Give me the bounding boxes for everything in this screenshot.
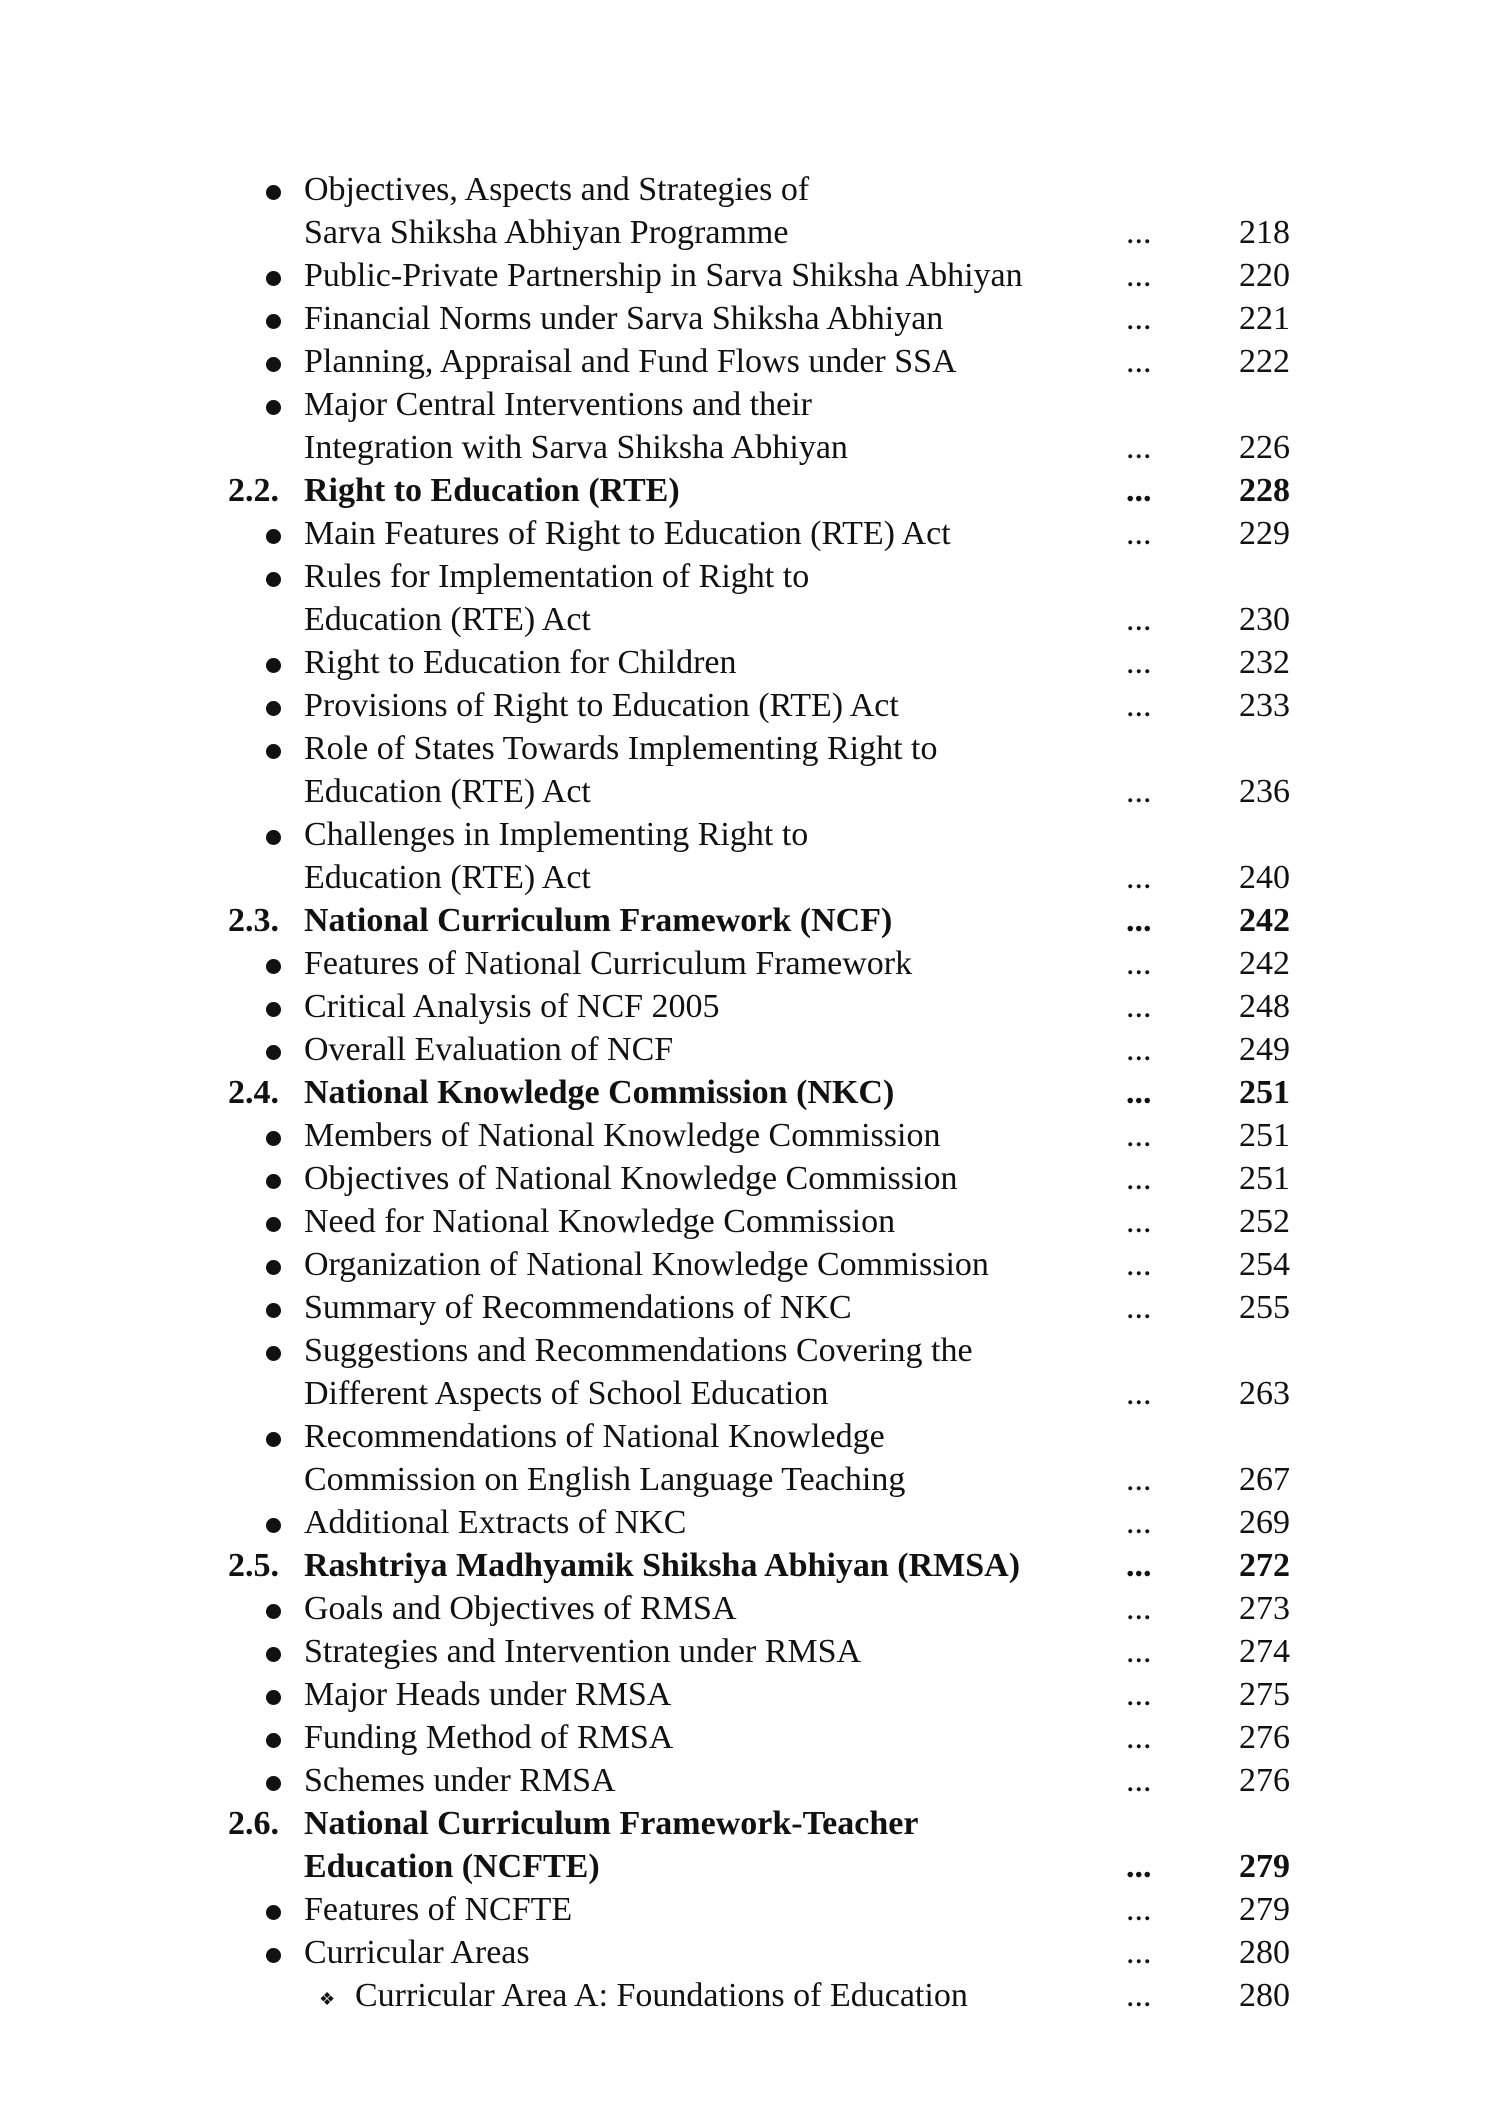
toc-entry-row — [0, 426, 1500, 469]
entry-title: Education (RTE) Act — [304, 773, 591, 810]
bullet-icon — [266, 1303, 281, 1318]
entry-title: Objectives, Aspects and Strategies of — [304, 171, 810, 208]
toc-entry-row — [0, 383, 1500, 426]
toc-entry-row — [0, 1458, 1500, 1501]
bullet-icon — [266, 400, 281, 415]
toc-section-row — [0, 899, 1500, 942]
entry-title: Organization of National Knowledge Commission — [304, 1246, 989, 1283]
section-title: Education (NCFTE) — [304, 1848, 600, 1885]
toc-section-row — [0, 1544, 1500, 1587]
toc-entry-row — [0, 1931, 1500, 1974]
toc-entry-row — [0, 1759, 1500, 1802]
toc-entry-row — [0, 1329, 1500, 1372]
leader-dots: ... — [1126, 1375, 1152, 1412]
leader-dots: ... — [1126, 945, 1152, 982]
leader-dots: ... — [1126, 515, 1152, 552]
leader-dots: ... — [1126, 1977, 1152, 2014]
page-number: 254 — [1239, 1246, 1290, 1283]
entry-title: Critical Analysis of NCF 2005 — [304, 988, 720, 1025]
bullet-icon — [266, 1690, 281, 1705]
page-number: 269 — [1239, 1504, 1290, 1541]
leader-dots: ... — [1126, 1719, 1152, 1756]
bullet-icon — [266, 1260, 281, 1275]
section-title: National Curriculum Framework-Teacher — [304, 1805, 919, 1842]
page-number: 248 — [1239, 988, 1290, 1025]
leader-dots: ... — [1126, 902, 1152, 939]
page-number: 242 — [1239, 945, 1290, 982]
page-number: 221 — [1239, 300, 1290, 337]
leader-dots: ... — [1126, 687, 1152, 724]
bullet-icon — [266, 701, 281, 716]
leader-dots: ... — [1126, 472, 1152, 509]
toc-entry-row — [0, 254, 1500, 297]
entry-title: Commission on English Language Teaching — [304, 1461, 906, 1498]
page-number: 218 — [1239, 214, 1290, 251]
toc-entry-row — [0, 297, 1500, 340]
page-number: 242 — [1239, 902, 1290, 939]
toc-entry-row — [0, 985, 1500, 1028]
toc-section-row — [0, 1845, 1500, 1888]
toc-entry-row — [0, 512, 1500, 555]
leader-dots: ... — [1126, 601, 1152, 638]
toc-entry-row — [0, 598, 1500, 641]
bullet-icon — [266, 1174, 281, 1189]
toc-entry-row — [0, 1716, 1500, 1759]
leader-dots: ... — [1126, 343, 1152, 380]
entry-title: Curricular Areas — [304, 1934, 530, 1971]
diamond-bullet-icon: ❖ — [319, 1989, 336, 2009]
page-number: 229 — [1239, 515, 1290, 552]
page-number: 232 — [1239, 644, 1290, 681]
entry-title: Recommendations of National Knowledge — [304, 1418, 885, 1455]
toc-entry-row — [0, 727, 1500, 770]
leader-dots: ... — [1126, 859, 1152, 896]
leader-dots: ... — [1126, 644, 1152, 681]
toc-entry-row — [0, 684, 1500, 727]
entry-title: Curricular Area A: Foundations of Education — [355, 1977, 968, 2014]
bullet-icon — [266, 1002, 281, 1017]
section-number: 2.3. — [228, 902, 279, 939]
toc-entry-row — [0, 1114, 1500, 1157]
toc-entry-row — [0, 856, 1500, 899]
toc-entry-row — [0, 641, 1500, 684]
leader-dots: ... — [1126, 1547, 1152, 1584]
entry-title: Summary of Recommendations of NKC — [304, 1289, 852, 1326]
toc-entry-row — [0, 211, 1500, 254]
leader-dots: ... — [1126, 429, 1152, 466]
page-number: 252 — [1239, 1203, 1290, 1240]
toc-entry-row — [0, 168, 1500, 211]
leader-dots: ... — [1126, 988, 1152, 1025]
page-number: 280 — [1239, 1934, 1290, 1971]
page-number: 249 — [1239, 1031, 1290, 1068]
entry-title: Major Central Interventions and their — [304, 386, 812, 423]
page-number: 236 — [1239, 773, 1290, 810]
entry-title: Education (RTE) Act — [304, 859, 591, 896]
leader-dots: ... — [1126, 1461, 1152, 1498]
entry-title: Provisions of Right to Education (RTE) Act — [304, 687, 899, 724]
entry-title: Features of NCFTE — [304, 1891, 573, 1928]
toc-entry-row — [0, 1372, 1500, 1415]
toc-entry-row — [0, 1587, 1500, 1630]
page-number: 240 — [1239, 859, 1290, 896]
toc-entry-row — [0, 1415, 1500, 1458]
leader-dots: ... — [1126, 1676, 1152, 1713]
page-number: 251 — [1239, 1074, 1290, 1111]
entry-title: Additional Extracts of NKC — [304, 1504, 687, 1541]
section-title: National Knowledge Commission (NKC) — [304, 1074, 895, 1111]
leader-dots: ... — [1126, 1203, 1152, 1240]
leader-dots: ... — [1126, 1160, 1152, 1197]
bullet-icon — [266, 744, 281, 759]
page-number: 279 — [1239, 1891, 1290, 1928]
bullet-icon — [266, 1518, 281, 1533]
page-number: 226 — [1239, 429, 1290, 466]
entry-title: Major Heads under RMSA — [304, 1676, 672, 1713]
entry-title: Planning, Appraisal and Fund Flows under SSA — [304, 343, 957, 380]
toc-entry-row — [0, 1630, 1500, 1673]
page-number: 263 — [1239, 1375, 1290, 1412]
page-number: 222 — [1239, 343, 1290, 380]
leader-dots: ... — [1126, 1074, 1152, 1111]
toc-entry-row — [0, 942, 1500, 985]
page-number: 280 — [1239, 1977, 1290, 2014]
page-number: 220 — [1239, 257, 1290, 294]
entry-title: Role of States Towards Implementing Right to — [304, 730, 938, 767]
section-number: 2.6. — [228, 1805, 279, 1842]
page-number: 273 — [1239, 1590, 1290, 1627]
leader-dots: ... — [1126, 1848, 1152, 1885]
leader-dots: ... — [1126, 773, 1152, 810]
bullet-icon — [266, 271, 281, 286]
entry-title: Features of National Curriculum Framework — [304, 945, 913, 982]
section-number: 2.2. — [228, 472, 279, 509]
bullet-icon — [266, 1432, 281, 1447]
page-number: 274 — [1239, 1633, 1290, 1670]
toc-entry-row — [0, 1157, 1500, 1200]
bullet-icon — [266, 1131, 281, 1146]
entry-title: Public-Private Partnership in Sarva Shiksha Abhiyan — [304, 257, 1023, 294]
bullet-icon — [266, 1948, 281, 1963]
toc-section-row — [0, 1071, 1500, 1114]
section-title: Right to Education (RTE) — [304, 472, 680, 509]
table-of-contents — [0, 168, 1500, 2017]
page-number: 251 — [1239, 1117, 1290, 1154]
bullet-icon — [266, 658, 281, 673]
leader-dots: ... — [1126, 1289, 1152, 1326]
page-number: 230 — [1239, 601, 1290, 638]
leader-dots: ... — [1126, 214, 1152, 251]
toc-entry-row — [0, 340, 1500, 383]
toc-entry-row — [0, 1501, 1500, 1544]
leader-dots: ... — [1126, 1504, 1152, 1541]
entry-title: Integration with Sarva Shiksha Abhiyan — [304, 429, 848, 466]
toc-section-row — [0, 469, 1500, 512]
entry-title: Education (RTE) Act — [304, 601, 591, 638]
bullet-icon — [266, 1217, 281, 1232]
bullet-icon — [266, 529, 281, 544]
bullet-icon — [266, 1905, 281, 1920]
toc-entry-row — [0, 813, 1500, 856]
page-number: 255 — [1239, 1289, 1290, 1326]
leader-dots: ... — [1126, 1934, 1152, 1971]
bullet-icon — [266, 1346, 281, 1361]
entry-title: Right to Education for Children — [304, 644, 737, 681]
toc-entry-row — [0, 770, 1500, 813]
section-number: 2.4. — [228, 1074, 279, 1111]
entry-title: Main Features of Right to Education (RTE) Act — [304, 515, 951, 552]
leader-dots: ... — [1126, 257, 1152, 294]
page-number: 251 — [1239, 1160, 1290, 1197]
bullet-icon — [266, 830, 281, 845]
leader-dots: ... — [1126, 1590, 1152, 1627]
entry-title: Suggestions and Recommendations Covering the — [304, 1332, 973, 1369]
entry-title: Strategies and Intervention under RMSA — [304, 1633, 862, 1670]
entry-title: Different Aspects of School Education — [304, 1375, 829, 1412]
bullet-icon — [266, 1647, 281, 1662]
bullet-icon — [266, 1045, 281, 1060]
leader-dots: ... — [1126, 1891, 1152, 1928]
bullet-icon — [266, 1776, 281, 1791]
entry-title: Goals and Objectives of RMSA — [304, 1590, 737, 1627]
toc-entry-row — [0, 1028, 1500, 1071]
entry-title: Schemes under RMSA — [304, 1762, 616, 1799]
leader-dots: ... — [1126, 1762, 1152, 1799]
page-number: 275 — [1239, 1676, 1290, 1713]
page-number: 233 — [1239, 687, 1290, 724]
toc-entry-row — [0, 1200, 1500, 1243]
leader-dots: ... — [1126, 1246, 1152, 1283]
entry-title: Need for National Knowledge Commission — [304, 1203, 896, 1240]
toc-section-row — [0, 1802, 1500, 1845]
page-number: 276 — [1239, 1762, 1290, 1799]
toc-entry-row — [0, 1888, 1500, 1931]
bullet-icon — [266, 185, 281, 200]
toc-entry-row — [0, 1974, 1500, 2017]
page-number: 228 — [1239, 472, 1290, 509]
page-number: 272 — [1239, 1547, 1290, 1584]
leader-dots: ... — [1126, 300, 1152, 337]
entry-title: Funding Method of RMSA — [304, 1719, 674, 1756]
leader-dots: ... — [1126, 1117, 1152, 1154]
bullet-icon — [266, 959, 281, 974]
toc-entry-row — [0, 1286, 1500, 1329]
bullet-icon — [266, 1733, 281, 1748]
section-title: National Curriculum Framework (NCF) — [304, 902, 893, 939]
toc-entry-row — [0, 1243, 1500, 1286]
section-title: Rashtriya Madhyamik Shiksha Abhiyan (RMSA) — [304, 1547, 1021, 1584]
entry-title: Objectives of National Knowledge Commission — [304, 1160, 958, 1197]
entry-title: Members of National Knowledge Commission — [304, 1117, 941, 1154]
section-number: 2.5. — [228, 1547, 279, 1584]
page-number: 276 — [1239, 1719, 1290, 1756]
bullet-icon — [266, 1604, 281, 1619]
page-number: 279 — [1239, 1848, 1290, 1885]
entry-title: Overall Evaluation of NCF — [304, 1031, 674, 1068]
page-number: 267 — [1239, 1461, 1290, 1498]
toc-entry-row — [0, 1673, 1500, 1716]
leader-dots: ... — [1126, 1031, 1152, 1068]
bullet-icon — [266, 357, 281, 372]
bullet-icon — [266, 572, 281, 587]
leader-dots: ... — [1126, 1633, 1152, 1670]
bullet-icon — [266, 314, 281, 329]
entry-title: Rules for Implementation of Right to — [304, 558, 810, 595]
toc-entry-row — [0, 555, 1500, 598]
entry-title: Challenges in Implementing Right to — [304, 816, 809, 853]
entry-title: Sarva Shiksha Abhiyan Programme — [304, 214, 789, 251]
entry-title: Financial Norms under Sarva Shiksha Abhiyan — [304, 300, 944, 337]
